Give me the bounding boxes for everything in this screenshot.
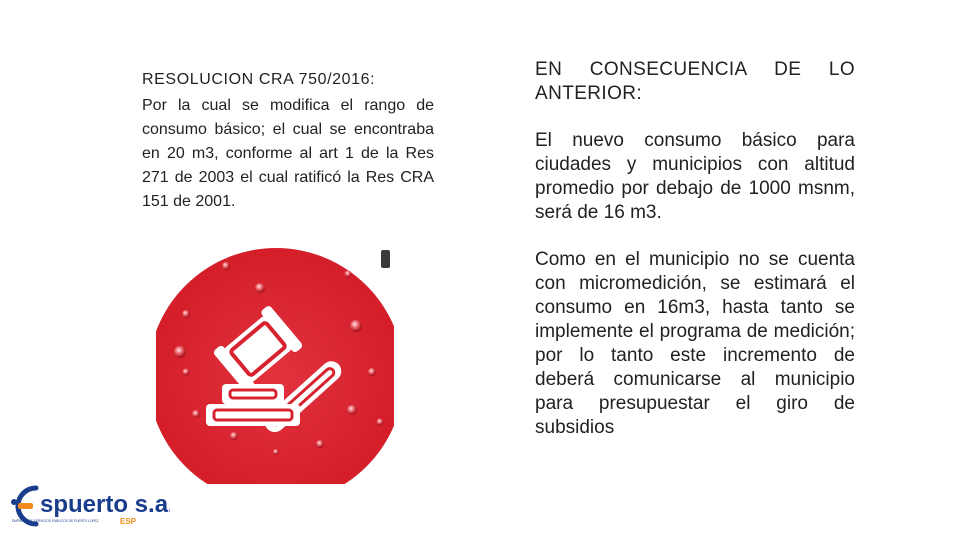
gavel-illustration bbox=[156, 244, 394, 484]
resolution-text-block bbox=[142, 68, 434, 214]
red-circle-background bbox=[156, 248, 394, 484]
logo-wordmark: spuerto s.a. bbox=[40, 491, 170, 518]
consequence-paragraph-1: El nuevo consumo básico para ciudades y municipios con altitud promedio por debajo de 1000 msnm, será de 16 m3. bbox=[535, 130, 855, 223]
consequence-heading: EN CONSECUENCIA DE LO ANTERIOR: bbox=[535, 59, 855, 104]
resolution-body: Por la cual se modifica el rango de consumo básico; el cual se encontraba en 20 m3, conforme al art 1 de la Res 271 de 2003 el cual ratificó la Res CRA 151 de 2001. bbox=[142, 97, 434, 210]
gavel-icon bbox=[156, 244, 394, 484]
consequence-text-block bbox=[535, 58, 855, 463]
company-logo bbox=[10, 482, 170, 528]
logo-tagline: EMPRESA DE SERVICIOS PUBLICOS DE PUERTO LOPEZ bbox=[12, 519, 99, 523]
resolution-title: RESOLUCION CRA 750/2016: bbox=[142, 71, 376, 88]
logo-mark-icon bbox=[10, 482, 170, 528]
logo-suffix: ESP bbox=[120, 517, 137, 526]
consequence-paragraph-2: Como en el municipio no se cuenta con micromedición, se estimará el consumo en 16m3, hasta tanto se implemente el programa de medición; por lo tanto este incremento de deberá comunicarse al municipio para presupuestar el giro de subsidios bbox=[535, 249, 855, 438]
